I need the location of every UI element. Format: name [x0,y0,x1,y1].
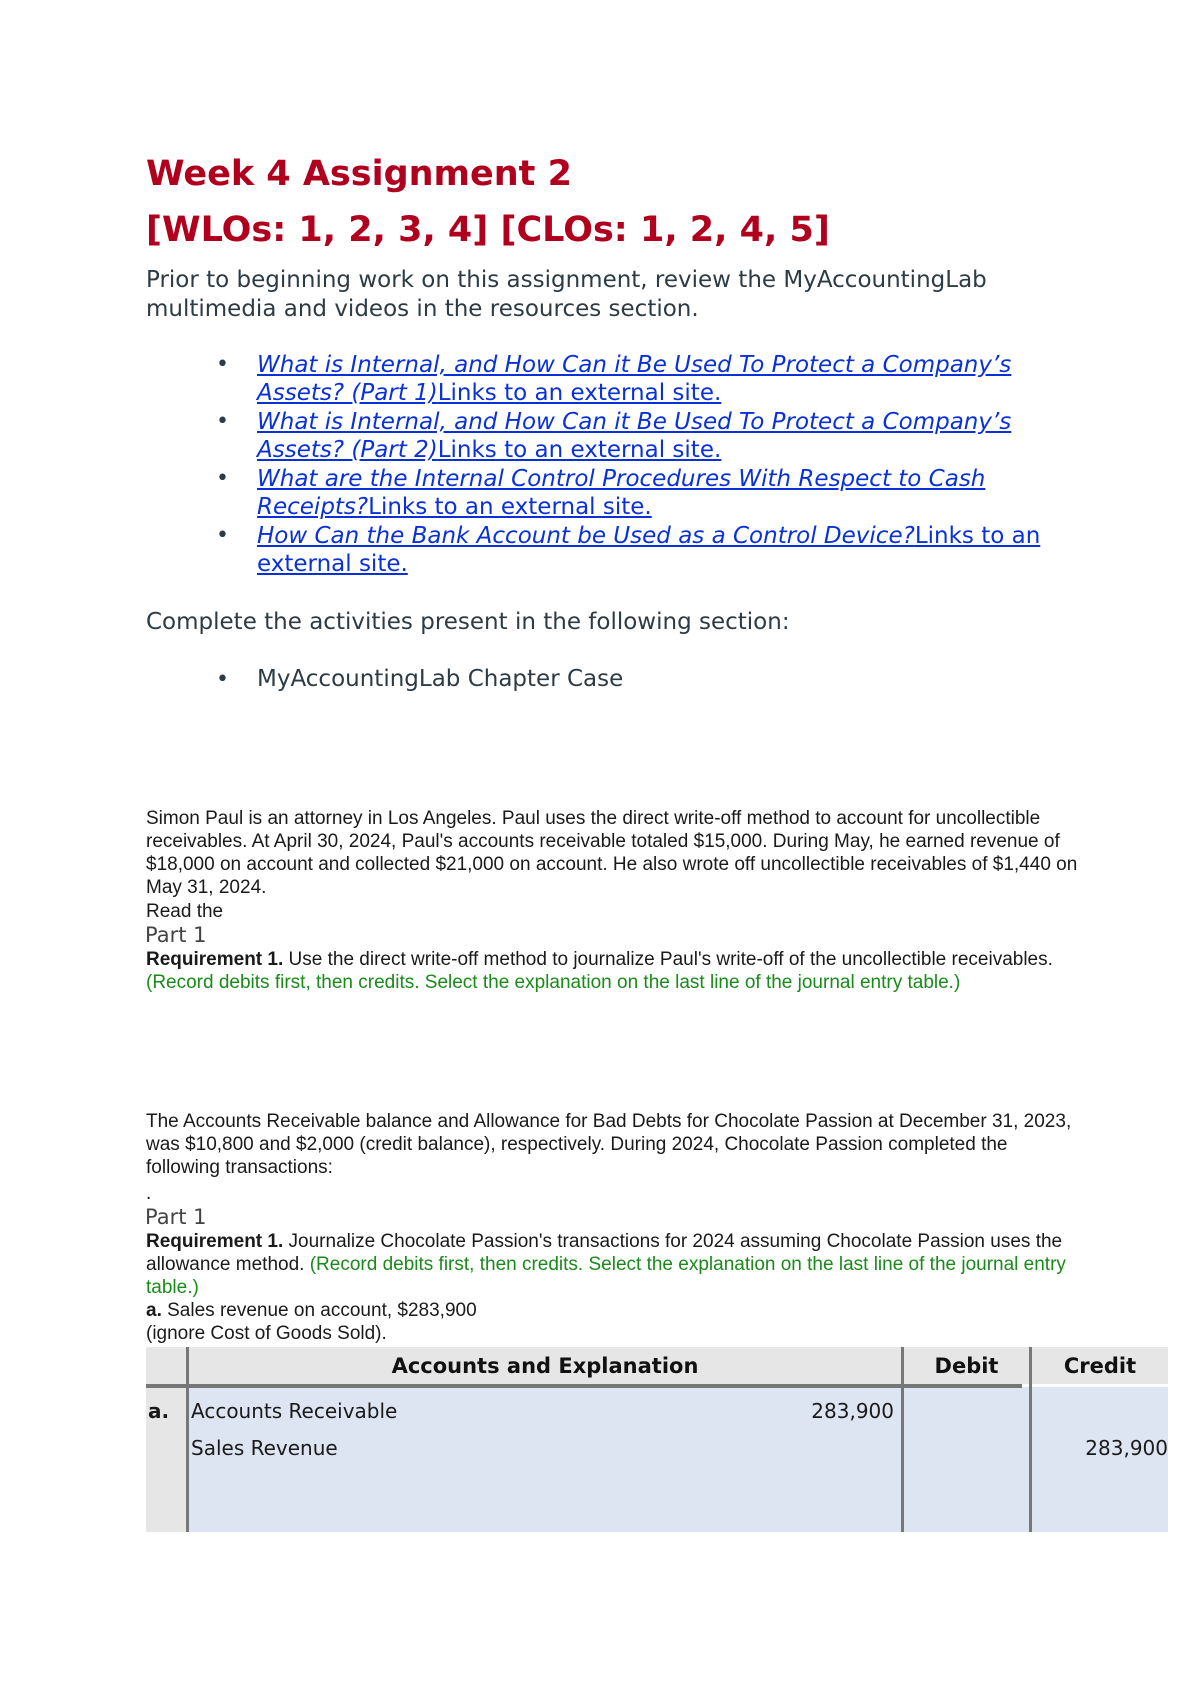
bullet-icon: • [216,466,229,491]
case2-item-note: (ignore Cost of Goods Sold). [146,1323,387,1344]
intro-text: Prior to beginning work on this assignment, review the MyAccountingLab multimedia and videos in the resources section. [146,267,987,322]
case1-body: Simon Paul is an attorney in Los Angeles. Paul uses the direct write-off method to account for uncollectible receivables. At April 30, 2024, Paul's accounts receivable totaled $15,000. During May, he earned revenue of $18,000 on account and collected $21,000 on account. He also wrote off uncollectible receivables of $1,440 on May 31, 2024. [146,808,1078,898]
bullet-icon: • [216,409,229,434]
journal-debit-1[interactable]: 283,900 [811,1399,894,1423]
list-item [210,522,1080,578]
list-item [210,465,1080,521]
table-header-debit: Debit [904,1347,1029,1384]
list-item [210,408,1080,464]
table-divider [186,1347,189,1532]
table-debit-column [904,1387,1029,1532]
table-header-blank [146,1347,186,1384]
case1-read-the: Read the [146,901,224,922]
bullet-icon: • [216,667,229,692]
journal-credit-2[interactable]: 283,900 [1085,1436,1168,1460]
table-divider [901,1347,904,1532]
case2-part-heading: Part 1 [145,1205,207,1229]
journal-entry-table [146,1347,1168,1532]
resource-link-list [210,351,1080,579]
case2-requirement: Requirement 1. Journalize Chocolate Passion's transactions for 2024 assuming Chocolate Passion uses the allowance method. (Record debits first, then credits. Select the explanation on the last line of the journal entry table.) [146,1231,1066,1298]
table-header-divider [146,1384,1022,1388]
case2-dot: . [146,1183,152,1204]
table-header-account: Accounts and Explanation [189,1347,901,1384]
bullet-icon: • [216,523,229,548]
journal-account-1[interactable]: Accounts Receivable [191,1399,398,1423]
page-subtitle: [WLOs: 1, 2, 3, 4] [CLOs: 1, 2, 4, 5] [146,210,830,250]
table-header-credit: Credit [1032,1347,1168,1384]
resource-link-4[interactable]: How Can the Bank Account be Used as a Control Device?Links to an external site. [257,523,1041,577]
case2-item-a: a. Sales revenue on account, $283,900 [146,1300,477,1321]
table-row-label: a. [148,1399,170,1423]
activity-item: MyAccountingLab Chapter Case [257,666,624,692]
bullet-icon: • [216,352,229,377]
case1-part-heading: Part 1 [145,923,207,947]
journal-account-2[interactable]: Sales Revenue [191,1436,338,1460]
resource-link-1[interactable]: What is Internal, and How Can it Be Used To Protect a Company’s Assets? (Part 1)Links to an external site. [257,352,1012,406]
list-item [210,351,1080,407]
activities-list [210,665,623,694]
case2-body: The Accounts Receivable balance and Allowance for Bad Debts for Chocolate Passion at December 31, 2023, was $10,800 and $2,000 (credit balance), respectively. During 2024, Chocolate Passion completed the following transactions: [146,1111,1072,1178]
list-item [210,665,623,694]
resource-link-3[interactable]: What are the Internal Control Procedures With Respect to Cash Receipts?Links to an external site. [257,466,986,520]
resource-link-2[interactable]: What is Internal, and How Can it Be Used To Protect a Company’s Assets? (Part 2)Links to an external site. [257,409,1012,463]
activities-heading: Complete the activities present in the following section: [146,609,790,635]
page-title: Week 4 Assignment 2 [146,154,572,194]
case1-requirement: Requirement 1. Use the direct write-off method to journalize Paul's write-off of the uncollectible receivables. (Record debits first, then credits. Select the explanation on the last line of the journal entry table.) [146,949,1053,993]
